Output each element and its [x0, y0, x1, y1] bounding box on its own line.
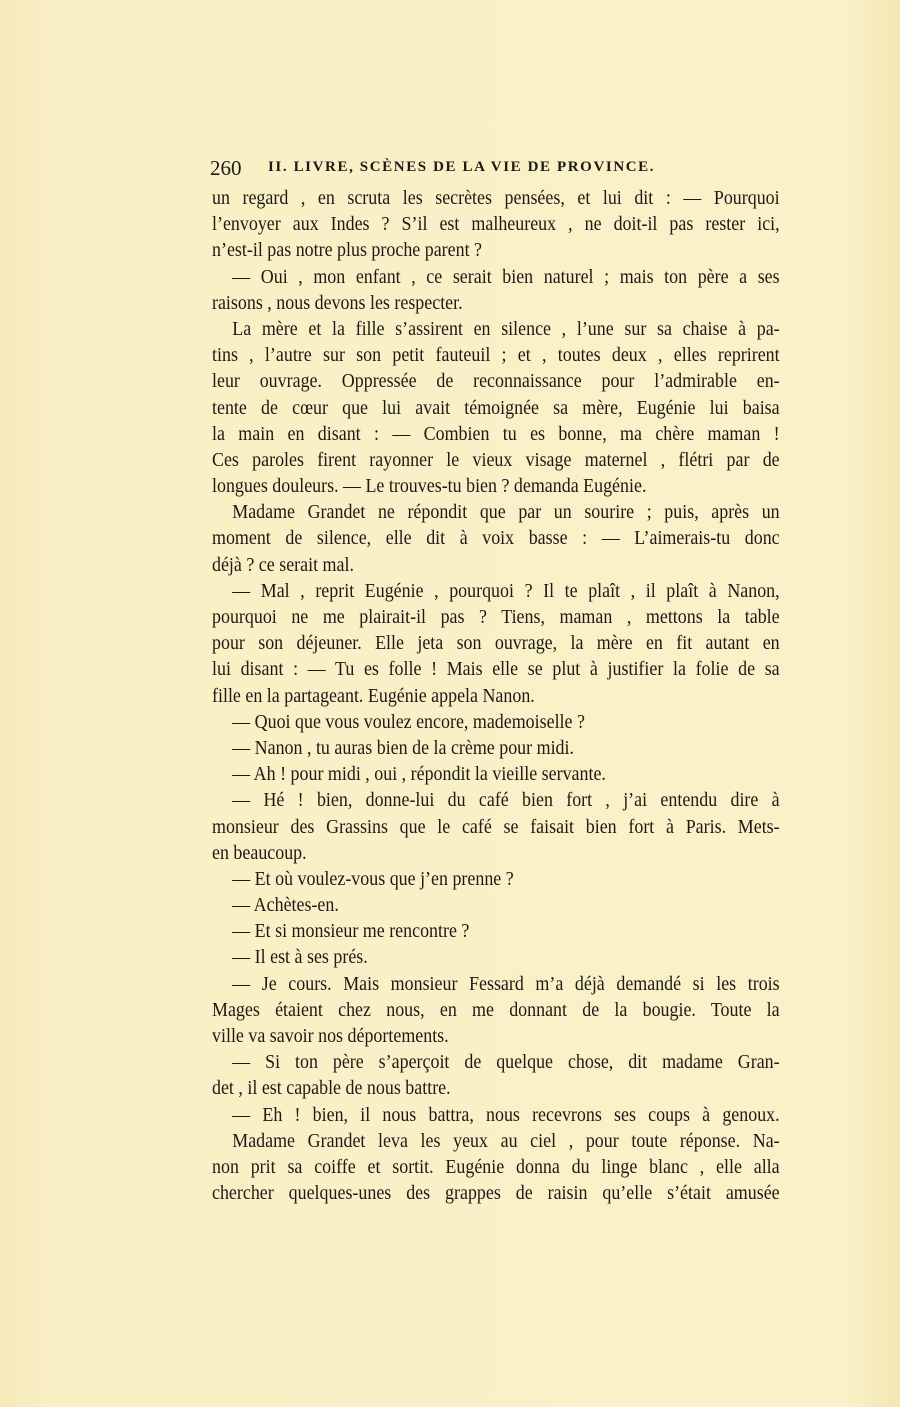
text-line: fille en la partageant. Eugénie appela Nanon.: [212, 685, 535, 707]
text-line: ville va savoir nos déportements.: [212, 1026, 449, 1047]
text-line: det , il est capable de nous battre.: [212, 1078, 451, 1100]
running-title: II. LIVRE, SCÈNES DE LA VIE DE PROVINCE.: [268, 159, 656, 175]
text-line: l’envoyer aux Indes ? S’il est malheureux , ne doit-il pas rester ici,: [212, 214, 780, 236]
text-line: pour son déjeuner. Elle jeta son ouvrage, la mère en fit autant en: [212, 633, 780, 655]
text-line: — Quoi que vous voulez encore, mademoiselle ?: [232, 711, 585, 733]
text-line: — Eh ! bien, il nous battra, nous recevrons ses coups à genoux.: [232, 1104, 780, 1126]
text-line: — Achètes-en.: [232, 895, 339, 917]
text-line: — Nanon , tu auras bien de la crème pour midi.: [232, 737, 575, 759]
text-line: non prit sa coiffe et sortit. Eugénie donna du linge blanc , elle alla: [212, 1156, 780, 1178]
text-line: — Si ton père s’aperçoit de quelque chose, dit madame Gran-: [232, 1052, 780, 1074]
text-line: — Je cours. Mais monsieur Fessard m’a déjà demandé si les trois: [232, 973, 780, 995]
text-line: raisons , nous devons les respecter.: [212, 292, 463, 314]
text-line: leur ouvrage. Oppressée de reconnaissance pour l’admirable en-: [212, 371, 780, 393]
text-line: chercher quelques-unes des grappes de raisin qu’elle s’était amusée: [212, 1183, 780, 1205]
text-line: — Ah ! pour midi , oui , répondit la vieille servante.: [232, 764, 606, 786]
text-line: Mages étaient chez nous, en me donnant de la bougie. Toute la: [212, 999, 780, 1021]
page-number: 260: [210, 156, 242, 180]
text-line: la main en disant : — Combien tu es bonne, ma chère maman !: [212, 423, 780, 445]
text-line: monsieur des Grassins que le café se faisait bien fort à Paris. Mets-: [212, 816, 780, 838]
text-line: en beaucoup.: [212, 842, 307, 864]
text-line: — Oui , mon enfant , ce serait bien naturel ; mais ton père a ses: [232, 266, 780, 288]
text-line: — Mal , reprit Eugénie , pourquoi ? Il te plaît , il plaît à Nanon,: [232, 580, 780, 602]
text-line: — Et où voulez-vous que j’en prenne ?: [232, 868, 514, 890]
text-line: déjà ? ce serait mal.: [212, 554, 354, 576]
text-line: — Hé ! bien, donne-lui du café bien fort , j’ai entendu dire à: [232, 790, 780, 812]
text-line: lui disant : — Tu es folle ! Mais elle se plut à justifier la folie de sa: [212, 659, 780, 681]
body-text: [212, 186, 780, 1207]
text-line: — Et si monsieur me rencontre ?: [232, 921, 470, 943]
text-line: Ces paroles firent rayonner le vieux visage maternel , flétri par de: [212, 449, 780, 471]
text-line: tente de cœur que lui avait témoignée sa mère, Eugénie lui baisa: [212, 397, 780, 419]
text-line: moment de silence, elle dit à voix basse : — L’aimerais-tu donc: [212, 528, 780, 550]
text-line: Madame Grandet leva les yeux au ciel , pour toute réponse. Na-: [232, 1130, 780, 1152]
text-line: La mère et la fille s’assirent en silence , l’une sur sa chaise à pa-: [232, 318, 780, 340]
text-line: n’est-il pas notre plus proche parent ?: [212, 240, 483, 262]
page-header: [210, 156, 782, 182]
text-line: tins , l’autre sur son petit fauteuil ; et , toutes deux , elles reprirent: [212, 345, 780, 367]
text-line: Madame Grandet ne répondit que par un sourire ; puis, après un: [232, 502, 780, 524]
text-line: un regard , en scruta les secrètes pensées, et lui dit : — Pourquoi: [212, 188, 780, 209]
text-line: longues douleurs. — Le trouves-tu bien ? demanda Eugénie.: [212, 476, 647, 498]
text-line: pourquoi ne me plairait-il pas ? Tiens, maman , mettons la table: [212, 607, 780, 628]
text-line: — Il est à ses prés.: [232, 947, 368, 969]
